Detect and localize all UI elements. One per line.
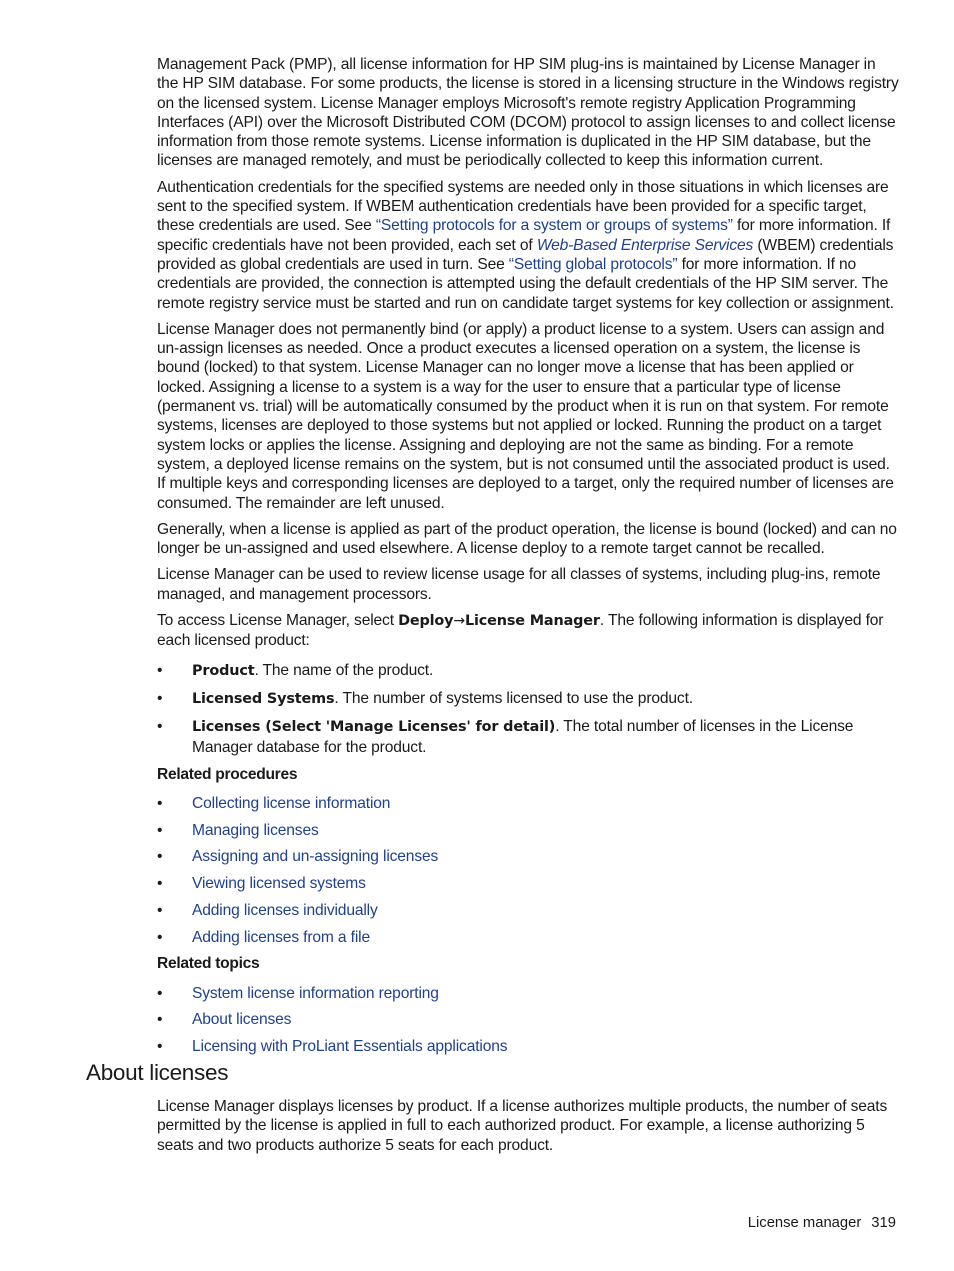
list-item bbox=[157, 928, 899, 947]
related-procedures-heading: Related procedures bbox=[157, 765, 298, 783]
info-description: . The number of systems licensed to use the product. bbox=[334, 689, 693, 707]
link-collecting-license-information[interactable]: Collecting license information bbox=[192, 795, 391, 813]
page-footer bbox=[748, 1215, 896, 1231]
info-term: Product bbox=[192, 662, 255, 679]
list-item bbox=[157, 847, 899, 866]
text-segment: To access License Manager, select bbox=[157, 612, 399, 630]
link-setting-protocols[interactable]: “Setting protocols for a system or groups of systems” bbox=[375, 217, 733, 235]
list-item bbox=[157, 661, 899, 681]
text-segment: (WBEM) credentials provided as global credentials are used in turn. See bbox=[157, 236, 894, 273]
list-item bbox=[157, 874, 899, 893]
page-number: 319 bbox=[871, 1215, 896, 1231]
text-segment: . The following information is displayed for each licensed product: bbox=[157, 612, 884, 650]
link-about-licenses[interactable]: About licenses bbox=[192, 1011, 292, 1029]
list-item bbox=[157, 984, 899, 1003]
related-topics-heading: Related topics bbox=[157, 955, 260, 973]
paragraph-pmp: Management Pack (PMP), all license information for HP SIM plug-ins is maintained by License Manager in the HP SIM database. For some products, the license is stored in a licensing structure in the Windows registry on the licensed system. License Manager employs Microsoft's remote registry Application Programming Interfaces (API) over the Microsoft Distributed COM (DCOM) protocol to assign licenses to and collect license information from those remote systems. License information is duplicated in the HP SIM database, but the licenses are managed remotely, and must be periodically collected to keep this information current. bbox=[157, 56, 899, 170]
menu-arrow-icon: → bbox=[453, 613, 465, 630]
link-adding-licenses-individually[interactable]: Adding licenses individually bbox=[192, 901, 378, 919]
list-item bbox=[157, 1037, 899, 1056]
text-segment: Authentication credentials for the specified systems are needed only in those situations in which licenses are sent to the specified system. If WBEM authentication credentials have been provided for a specific target, these credentials are used. See bbox=[157, 178, 889, 235]
related-topics-list bbox=[157, 984, 899, 1057]
paragraph-access bbox=[157, 611, 899, 651]
text-segment: for more information. If specific credentials have not been provided, each set of bbox=[157, 217, 891, 254]
list-item bbox=[157, 717, 899, 757]
menu-deploy: Deploy bbox=[398, 613, 454, 630]
list-item bbox=[157, 901, 899, 920]
about-licenses-body bbox=[157, 1097, 899, 1162]
info-term: Licensed Systems bbox=[192, 690, 335, 707]
paragraph-usage: License Manager can be used to review license usage for all classes of systems, including plug-ins, remote managed, and management processors. bbox=[157, 566, 881, 603]
footer-chapter-title: License manager bbox=[747, 1215, 862, 1231]
list-item bbox=[157, 689, 899, 709]
list-item bbox=[157, 794, 899, 813]
link-system-license-reporting[interactable]: System license information reporting bbox=[192, 984, 439, 1002]
link-licensing-proliant[interactable]: Licensing with ProLiant Essentials applications bbox=[192, 1037, 508, 1055]
link-managing-licenses[interactable]: Managing licenses bbox=[192, 821, 319, 839]
list-item bbox=[157, 1010, 899, 1029]
link-wbem-glossary[interactable]: Web-Based Enterprise Services bbox=[536, 236, 754, 254]
paragraph-about-licenses: License Manager displays licenses by product. If a license authorizes multiple products, the number of seats permitted by the license is applied in full to each authorized product. For example, a license authorizing 5 seats and two products authorize 5 seats for each product. bbox=[157, 1098, 888, 1154]
related-procedures-list bbox=[157, 794, 899, 947]
paragraph-applied: Generally, when a license is applied as part of the product operation, the license is bound (locked) and can no longer be un-assigned and used elsewhere. A license deploy to a remote target cannot be recalled. bbox=[157, 520, 897, 558]
list-item bbox=[157, 821, 899, 840]
main-content bbox=[157, 55, 899, 1064]
text-segment: for more information. If no credentials are provided, the connection is attempted using the default credentials of the HP SIM server. The remote registry service must be started and run on candidate target systems for key collection or assignment. bbox=[157, 255, 894, 312]
displayed-info-list bbox=[157, 661, 899, 757]
info-description: . The name of the product. bbox=[254, 661, 434, 679]
section-heading-about-licenses: About licenses bbox=[86, 1060, 229, 1085]
link-assigning-licenses[interactable]: Assigning and un-assigning licenses bbox=[192, 848, 439, 866]
paragraph-authentication bbox=[157, 178, 899, 313]
link-setting-global-protocols[interactable]: “Setting global protocols” bbox=[508, 255, 678, 273]
link-viewing-licensed-systems[interactable]: Viewing licensed systems bbox=[192, 875, 366, 893]
info-term: Licenses (Select 'Manage Licenses' for detail) bbox=[192, 719, 556, 736]
paragraph-binding: License Manager does not permanently bind (or apply) a product license to a system. Users can assign and un-assign licenses as needed. Once a product executes a licensed operation on a system, the license is bound (locked) to that system. License Manager can no longer move a license that has been applied or locked. Assigning a license to a system is a way for the user to ensure that a particular type of license (permanent vs. trial) will be automatically consumed by the product when it is run on that system. For remote systems, licenses are deployed to those systems but not applied or locked. Running the product on a target system locks or applies the license. Assigning and deploying are not the same as binding. For a remote system, a deployed license remains on the system, but is not consumed until the associated product is used. If multiple keys and corresponding licenses are deployed to a target, only the required number of licenses are consumed. The remainder are left unused. bbox=[157, 320, 894, 512]
link-adding-licenses-from-file[interactable]: Adding licenses from a file bbox=[192, 928, 370, 946]
menu-license-manager: License Manager bbox=[464, 613, 600, 630]
info-description: . The total number of licenses in the License Manager database for the product. bbox=[192, 718, 854, 756]
